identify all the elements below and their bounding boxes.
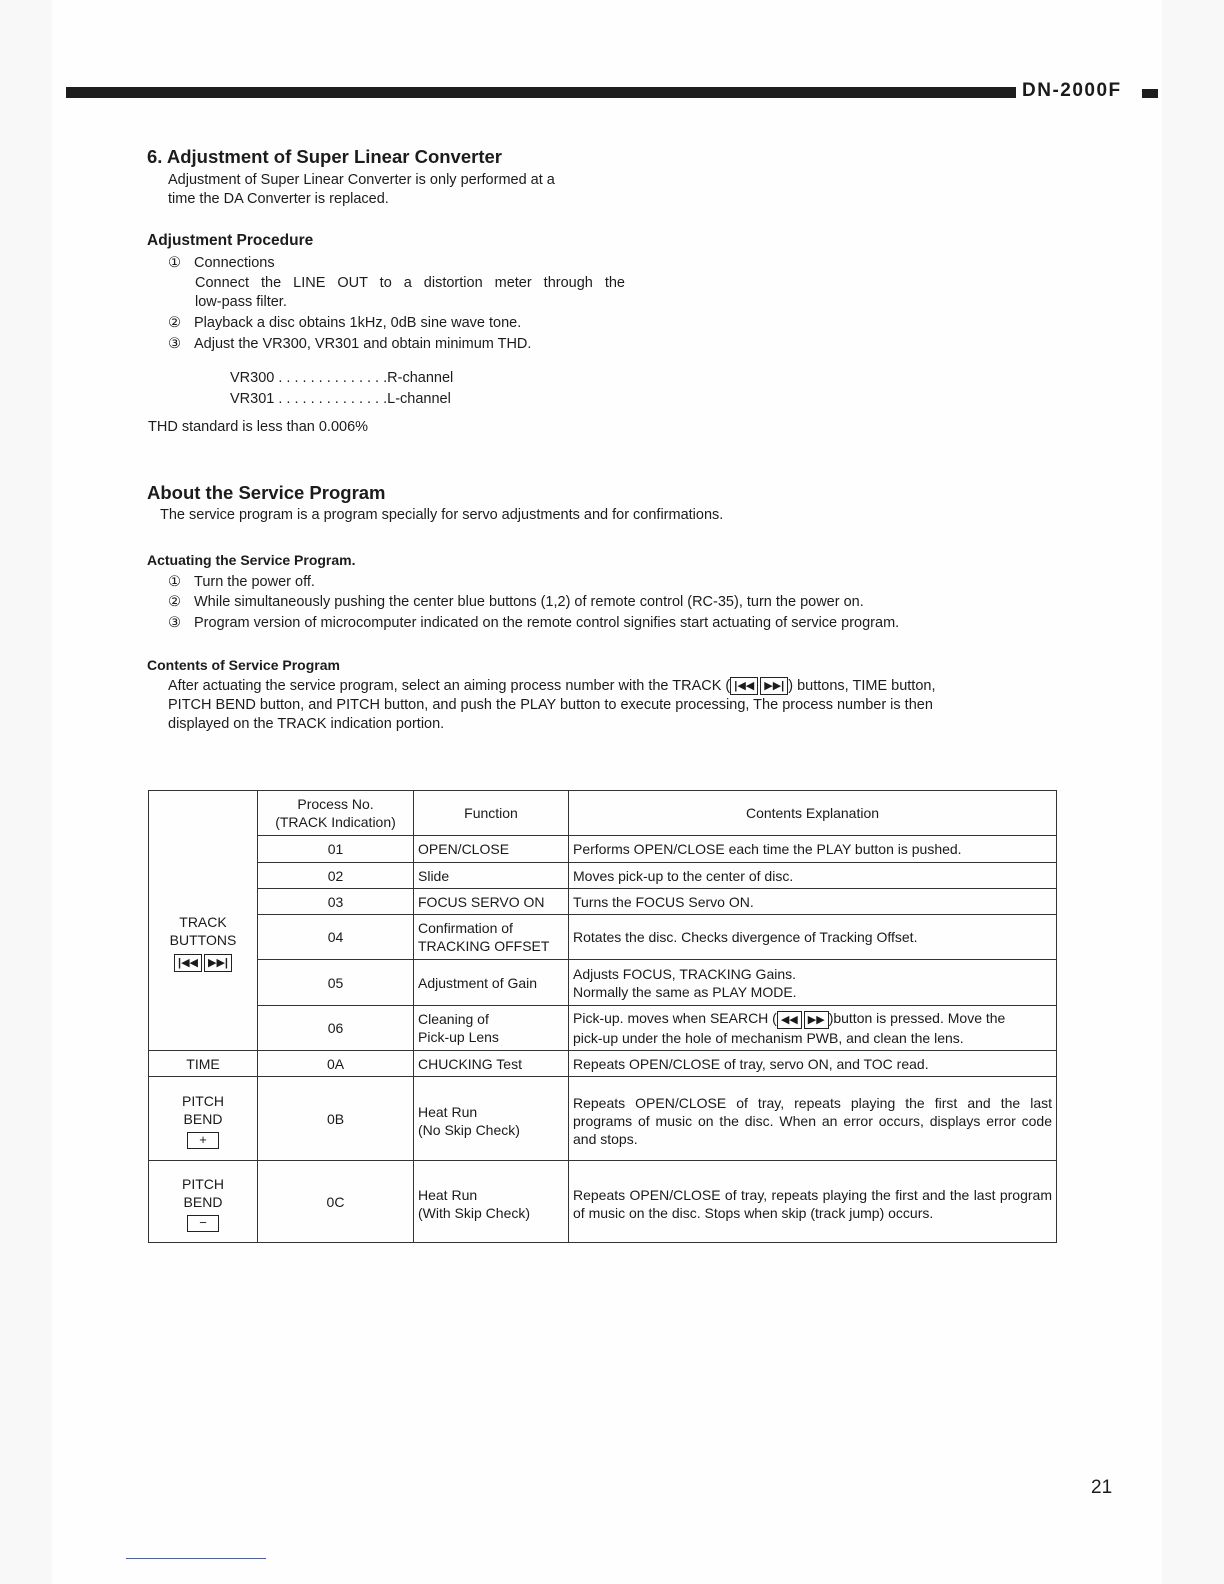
table-row [149,889,1057,915]
process-no: 04 [258,915,414,960]
procedure-step-2 [168,314,521,334]
explanation: Repeats OPEN/CLOSE of tray, servo ON, and TOC read. [569,1051,1057,1077]
process-no: 01 [258,836,414,863]
function-line2: Pick-up Lens [418,1029,499,1045]
header-function: Function [414,791,569,836]
table-row [149,1161,1057,1243]
procedure-title: Adjustment Procedure [147,232,314,249]
table-row [149,960,1057,1006]
contents-text: After actuating the service program, select an aiming process number with the TRACK ( [168,678,731,694]
minus-key-icon: − [187,1215,219,1232]
thd-standard: THD standard is less than 0.006% [148,419,369,435]
explanation-cell [569,1006,1057,1051]
step-1-detail-line2: low-pass filter. [195,294,287,310]
actuating-step-2 [168,593,864,613]
function: Adjustment of Gain [414,960,569,1006]
explanation: Performs OPEN/CLOSE each time the PLAY button is pushed. [569,836,1057,863]
track-buttons-icons [153,953,253,972]
track-next-icon: ▶▶| [760,677,788,695]
pitch-label: PITCH [182,1093,224,1109]
skip-prev-icon: |◀◀ [174,954,202,972]
function-line1: Cleaning of [418,1011,489,1027]
process-no: 0C [258,1161,414,1243]
service-program-intro: The service program is a program specially for servo adjustments and for confirmations. [160,507,724,523]
step-number: ② [168,315,181,331]
explanation-line1: Adjusts FOCUS, TRACKING Gains. [573,965,797,982]
table-row [149,1077,1057,1161]
contents-line3: displayed on the TRACK indication portion. [168,716,445,732]
explanation-cell [569,960,1057,1006]
step-text: Playback a disc obtains 1kHz, 0dB sine wave tone. [194,315,522,331]
function-cell [414,1161,569,1243]
track-buttons-cell [149,836,258,1051]
procedure-step-3 [168,335,531,355]
section-6-title: 6. Adjustment of Super Linear Converter [147,146,502,167]
function-line1: Heat Run [418,1186,478,1203]
vr-name: VR301 [230,391,275,407]
explanation-line1 [573,1009,1052,1028]
function-line2: (No Skip Check) [418,1121,520,1138]
explanation: Rotates the disc. Checks divergence of Tracking Offset. [569,915,1057,960]
header-rule-end [1142,89,1158,98]
process-no: 05 [258,960,414,1006]
bend-label: BEND [183,1111,223,1127]
table-row [149,836,1057,863]
step-text: Connections [194,255,275,271]
track-label-line1: TRACK [179,914,227,931]
search-forward-icon: ▶▶ [804,1011,829,1029]
function-line2: TRACKING OFFSET [418,938,550,954]
function-cell [414,1006,569,1051]
actuating-step-3 [168,614,899,634]
step-text: Adjust the VR300, VR301 and obtain minimum THD. [194,336,532,352]
header-rule [66,87,1016,98]
contents-text: ) buttons, TIME button, [788,678,936,694]
pitch-bend-minus-cell [149,1161,258,1243]
step-text: Program version of microcomputer indicated on the remote control signifies start actuating of service program. [194,615,900,631]
bend-label: BEND [183,1194,223,1210]
track-prev-icon: |◀◀ [730,677,758,695]
function: OPEN/CLOSE [414,836,569,863]
explanation-line2: pick-up under the hole of mechanism PWB, and clean the lens. [573,1029,964,1046]
section-6-intro-line2: time the DA Converter is replaced. [168,191,389,207]
vr300-row [230,369,453,389]
explanation-text: )button is pressed. Move the [828,1010,1006,1027]
function-cell [414,915,569,960]
step-number: ③ [168,615,181,631]
explanation: Turns the FOCUS Servo ON. [569,889,1057,915]
search-rewind-icon: ◀◀ [777,1011,802,1029]
process-no: 0A [258,1051,414,1077]
step-number: ② [168,594,181,610]
function: FOCUS SERVO ON [414,889,569,915]
step-number: ① [168,574,181,590]
actuating-title: Actuating the Service Program. [147,552,356,568]
function-line2: (With Skip Check) [418,1204,531,1221]
step-text: Turn the power off. [194,574,315,590]
vr-leader-dots: . . . . . . . . . . . . . . [274,370,388,386]
table-row [149,1006,1057,1051]
process-no: 0B [258,1077,414,1161]
header-process-no [258,791,414,836]
contents-line2: PITCH BEND button, and PITCH button, and push the PLAY button to execute processing, The process number is then [168,697,933,713]
explanation-line2: Normally the same as PLAY MODE. [573,983,797,1000]
vr301-row [230,390,451,410]
function-line1: Heat Run [418,1103,478,1120]
header-process-line2: (TRACK Indication) [275,814,396,830]
pitch-bend-plus-cell [149,1077,258,1161]
contents-title: Contents of Service Program [147,657,340,673]
function-line1: Confirmation of [418,920,513,936]
contents-line1 [168,677,936,697]
table-row [149,1051,1057,1077]
step-text: While simultaneously pushing the center blue buttons (1,2) of remote control (RC-35), turn the power on. [194,594,864,610]
actuating-step-1 [168,573,315,593]
procedure-step-1 [168,254,275,274]
vr-leader-dots: . . . . . . . . . . . . . . [274,391,388,407]
explanation [569,1077,1057,1161]
vr-name: VR300 [230,370,275,386]
step-1-detail-line1: Connect the LINE OUT to a distortion meter through the [195,275,625,291]
footer-line [126,1558,266,1559]
vr-channel: L-channel [387,391,451,407]
function: CHUCKING Test [414,1051,569,1077]
explanation-text: Pick-up. moves when SEARCH ( [573,1010,777,1027]
explanation [569,1161,1057,1243]
time-button-cell: TIME [149,1051,258,1077]
function: Slide [414,863,569,889]
plus-key-icon: + [187,1132,219,1149]
explanation-text: Repeats OPEN/CLOSE of tray, repeats playing the first and the last program of music on the disc. Stops when skip (track jump) occurs. [573,1186,1052,1221]
table-header-row [149,791,1057,836]
header-explanation: Contents Explanation [569,791,1057,836]
group-header-cell [149,791,258,836]
model-name: DN-2000F [1022,80,1122,101]
step-number: ③ [168,336,181,352]
service-program-title: About the Service Program [147,482,386,503]
explanation: Moves pick-up to the center of disc. [569,863,1057,889]
table-row [149,915,1057,960]
track-label-line2: BUTTONS [169,932,237,949]
pitch-label: PITCH [182,1176,224,1192]
section-6-intro-line1: Adjustment of Super Linear Converter is only performed at a [168,172,555,188]
service-program-table [148,790,1057,1243]
page-number: 21 [1091,1477,1113,1498]
process-no: 02 [258,863,414,889]
step-number: ① [168,255,181,271]
vr-channel: R-channel [387,370,454,386]
skip-next-icon: ▶▶| [204,954,232,972]
process-no: 06 [258,1006,414,1051]
header-process-line1: Process No. [297,796,374,812]
table-row [149,863,1057,889]
process-no: 03 [258,889,414,915]
explanation-text: Repeats OPEN/CLOSE of tray, repeats playing the first and the last programs of music on the disc. When an error occurs, displays error code and stops. [573,1094,1052,1147]
function-cell [414,1077,569,1161]
